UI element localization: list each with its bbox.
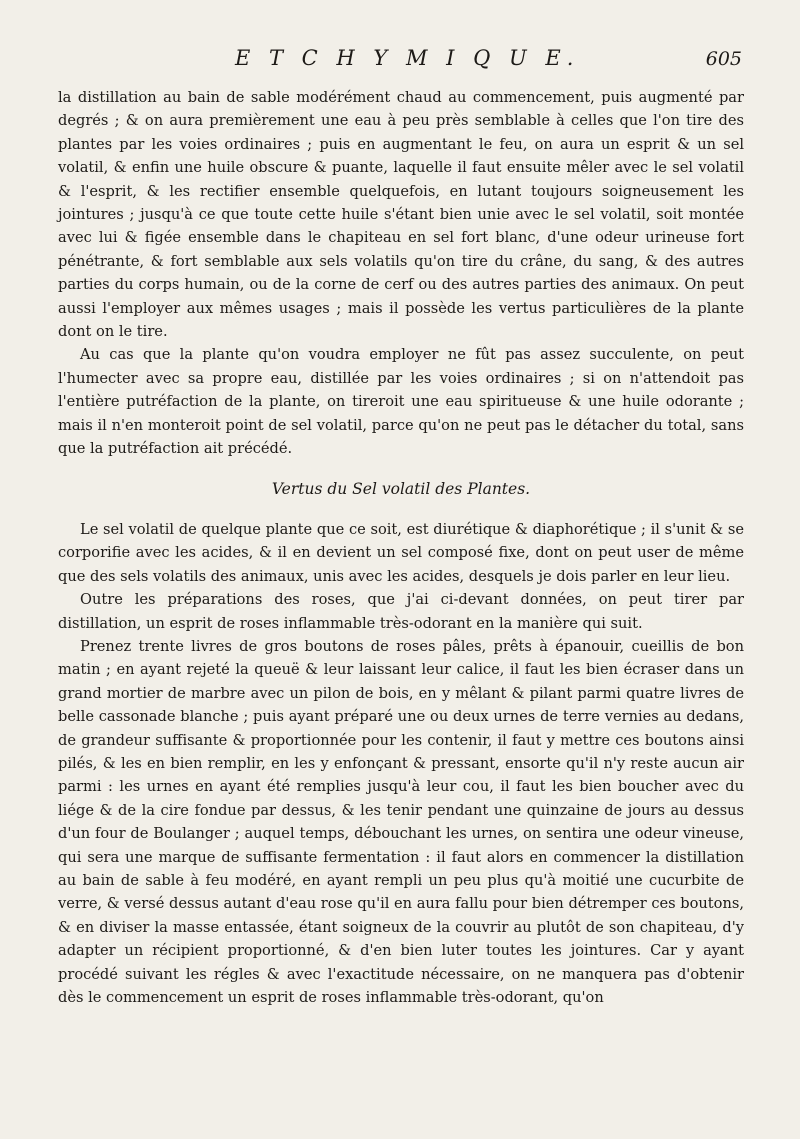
paragraph-recipe: Prenez trente livres de gros boutons de roses pâles, prêts à épanouir, cueillis de bon matin ; en ayant rejeté la queuë & leur laissant leur calice, il faut les bien écraser dans un grand mortier de marbre avec un pilon de bois, en y mêlant & pilant parmi quatre livres de belle cassonade blanche ; puis ayant préparé une ou deux urnes de terre vernies au dedans, de grandeur suffisante & proportionnée pour les contenir, il faut y mettre ces boutons ainsi pilés, & les en bien remplir, en les y enfonçant & pressant, ensorte qu'il n'y reste aucun air parmi : les urnes en ayant été remplies jusqu'à leur cou, il faut les bien boucher avec du liége & de la cire fondue par dessus, & les tenir pendant une quinzaine de jours au dessus d'un four de Boulanger ; auquel temps, débouchant les urnes, on sentira une odeur vineuse, qui sera une marque de suffisante fermentation : il faut alors en commencer la distillation au bain de sable à feu modéré, en ayant rempli un peu plus qu'à moitié une cucurbite de verre, & versé dessus autant d'eau rose qu'il en aura fallu pour bien détremper ces boutons, & en diviser la masse entassée, étant soigneux de la couvrir au plutôt de son chapiteau, d'y adapter un récipient proportionné, & d'en bien luter toutes les jointures. Car y ayant procédé suivant les régles & avec l'exactitude nécessaire, on ne manquera pas d'obtenir dès le commencement un esprit de roses inflammable très-odorant, qu'on (58, 637, 744, 1007)
section-heading: Vertus du Sel volatil des Plantes. (271, 479, 531, 498)
running-title: E T C H Y M I Q U E. (235, 46, 580, 70)
page-body (58, 86, 744, 1009)
page-number: 605 (705, 48, 742, 70)
paragraph-preparations-roses: Outre les préparations des roses, que j'ai ci-devant données, on peut tirer par distillation, un esprit de roses inflammable très-odorant en la manière qui suit. (58, 591, 744, 632)
paragraph-sel-volatil: Le sel volatil de quelque plante que ce soit, est diurétique & diaphorétique ; il s'unit & se corporifie avec les acides, & il en devient un sel composé fixe, dont on peut user de même que des sels volatils des animaux, unis avec les acides, desquels je dois parler en leur lieu. (58, 520, 744, 585)
paragraph-continued: la distillation au bain de sable modérément chaud au commencement, puis augmenté par degrés ; & on aura premièrement une eau à peu près semblable à celles que l'on tire des plantes par les voies ordinaires ; puis en augmentant le feu, on aura un esprit & un sel volatil, & enfin une huile obscure & puante, laquelle il faut ensuite mêler avec le sel volatil & l'esprit, & les rectifier ensemble quelquefois, en lutant toujours soigneusement les jointures ; jusqu'à ce que toute cette huile s'étant bien unie avec le sel volatil, soit montée avec lui & figée ensemble dans le chapiteau en sel fort blanc, d'une odeur urineuse fort pénétrante, & fort semblable aux sels volatils qu'on tire du crâne, du sang, & des autres parties du corps humain, ou de la corne de cerf ou des autres parties des animaux. On peut aussi l'employer aux mêmes usages ; mais il possède les vertus particulières de la plante dont on le tire. (58, 89, 744, 341)
page-header (60, 46, 742, 78)
paragraph-succulente: Au cas que la plante qu'on voudra employer ne fût pas assez succulente, on peut l'humecter avec sa propre eau, distillée par les voies ordinaires ; si on n'attendoit pas l'entière putréfaction de la plante, on tireroit une eau spiritueuse & une huile odorante ; mais il n'en monteroit point de sel volatil, parce qu'on ne peut pas le détacher du total, sans que la putréfaction ait précédé. (58, 346, 744, 458)
